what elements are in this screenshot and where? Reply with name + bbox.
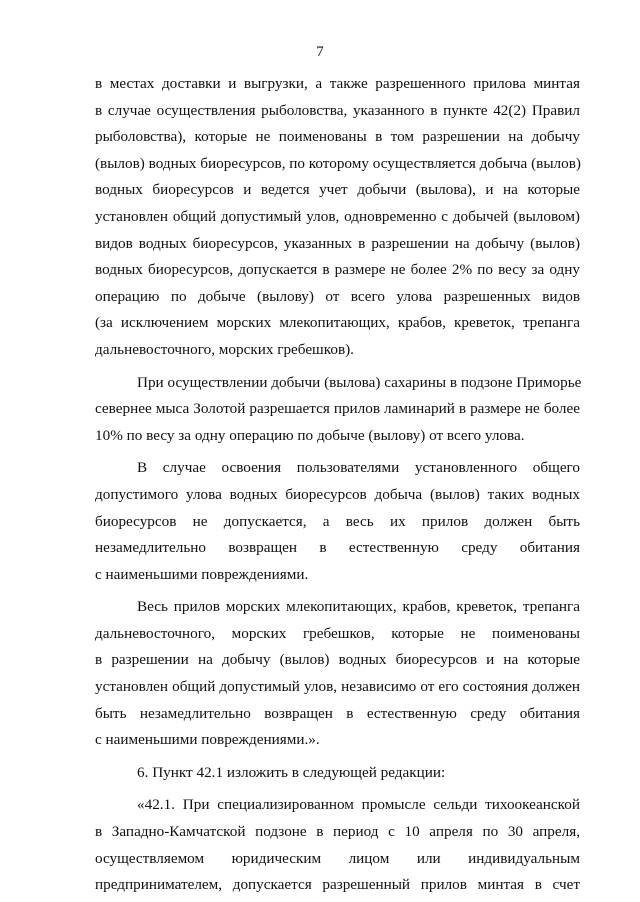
paragraph-quota-exhausted bbox=[95, 455, 580, 588]
page-number: 7 bbox=[316, 44, 324, 60]
text-line: рыболовства), которые не поименованы в том разрешении на добычу bbox=[95, 128, 580, 146]
text-line: При осуществлении добычи (вылова) сахарины в подзоне Приморье bbox=[137, 373, 582, 391]
document-body bbox=[95, 71, 580, 899]
paragraph-mammals-bycatch bbox=[95, 594, 580, 754]
text-line: (за исключением морских млекопитающих, крабов, креветок, трепанга bbox=[95, 314, 580, 332]
text-line: В случае освоения пользователями установленного общего bbox=[137, 459, 580, 477]
paragraph-saccharina-bycatch bbox=[95, 370, 580, 450]
text-line: водных биоресурсов, допускается в размере не более 2% по весу за одну bbox=[95, 261, 580, 279]
text-line: операцию по добыче (вылову) от всего улова разрешенных видов bbox=[95, 287, 580, 305]
text-line: допустимого улова водных биоресурсов добыча (вылов) таких водных bbox=[95, 485, 580, 503]
text-line: в случае осуществления рыболовства, указанного в пункте 42(2) Правил bbox=[95, 101, 580, 119]
text-line: 10% по весу за одну операцию по добыче (вылову) от всего улова. bbox=[95, 426, 525, 444]
text-line: незамедлительно возвращен в естественную среду обитания bbox=[95, 539, 580, 557]
text-line: в Западно-Камчатской подзоне в период с 10 апреля по 30 апреля, bbox=[95, 823, 580, 841]
text-line: дальневосточного, морских гребешков). bbox=[95, 340, 354, 358]
text-line: водных биоресурсов и ведется учет добычи (вылова), и на которые bbox=[95, 181, 580, 199]
text-line: дальневосточного, морских гребешков, которые не поименованы bbox=[95, 624, 580, 642]
paragraph-continuation bbox=[95, 71, 580, 364]
text-line: с наименьшими повреждениями.». bbox=[95, 731, 320, 749]
text-line: 6. Пункт 42.1 изложить в следующей редакции: bbox=[137, 763, 446, 781]
text-line: установлен общий допустимый улов, независимо от его состояния должен bbox=[95, 678, 580, 696]
text-line: Весь прилов морских млекопитающих, крабов, креветок, трепанга bbox=[137, 598, 580, 616]
text-line: установлен общий допустимый улов, одновременно с добычей (выловом) bbox=[95, 207, 580, 225]
text-line: быть незамедлительно возвращен в естественную среду обитания bbox=[95, 704, 580, 722]
text-line: (вылов) водных биоресурсов, по которому осуществляется добыча (вылов) bbox=[95, 154, 581, 172]
paragraph-item-42-1 bbox=[95, 792, 580, 898]
text-line: с наименьшими повреждениями. bbox=[95, 565, 309, 583]
text-line: севернее мыса Золотой разрешается прилов ламинарий в размере не более bbox=[95, 400, 580, 418]
text-line: видов водных биоресурсов, указанных в разрешении на добычу (вылов) bbox=[95, 234, 580, 252]
text-line: в местах доставки и выгрузки, а также разрешенного прилова минтая bbox=[95, 75, 580, 92]
text-line: осуществляемом юридическим лицом или индивидуальным bbox=[95, 849, 580, 867]
text-line: предпринимателем, допускается разрешенный прилов минтая в счет bbox=[95, 876, 580, 894]
paragraph-item-6 bbox=[95, 760, 580, 787]
text-line: в разрешении на добычу (вылов) водных биоресурсов и на которые bbox=[95, 651, 580, 669]
text-line: «42.1. При специализированном промысле сельди тихоокеанской bbox=[137, 796, 580, 814]
text-line: биоресурсов не допускается, а весь их прилов должен быть bbox=[95, 512, 580, 530]
